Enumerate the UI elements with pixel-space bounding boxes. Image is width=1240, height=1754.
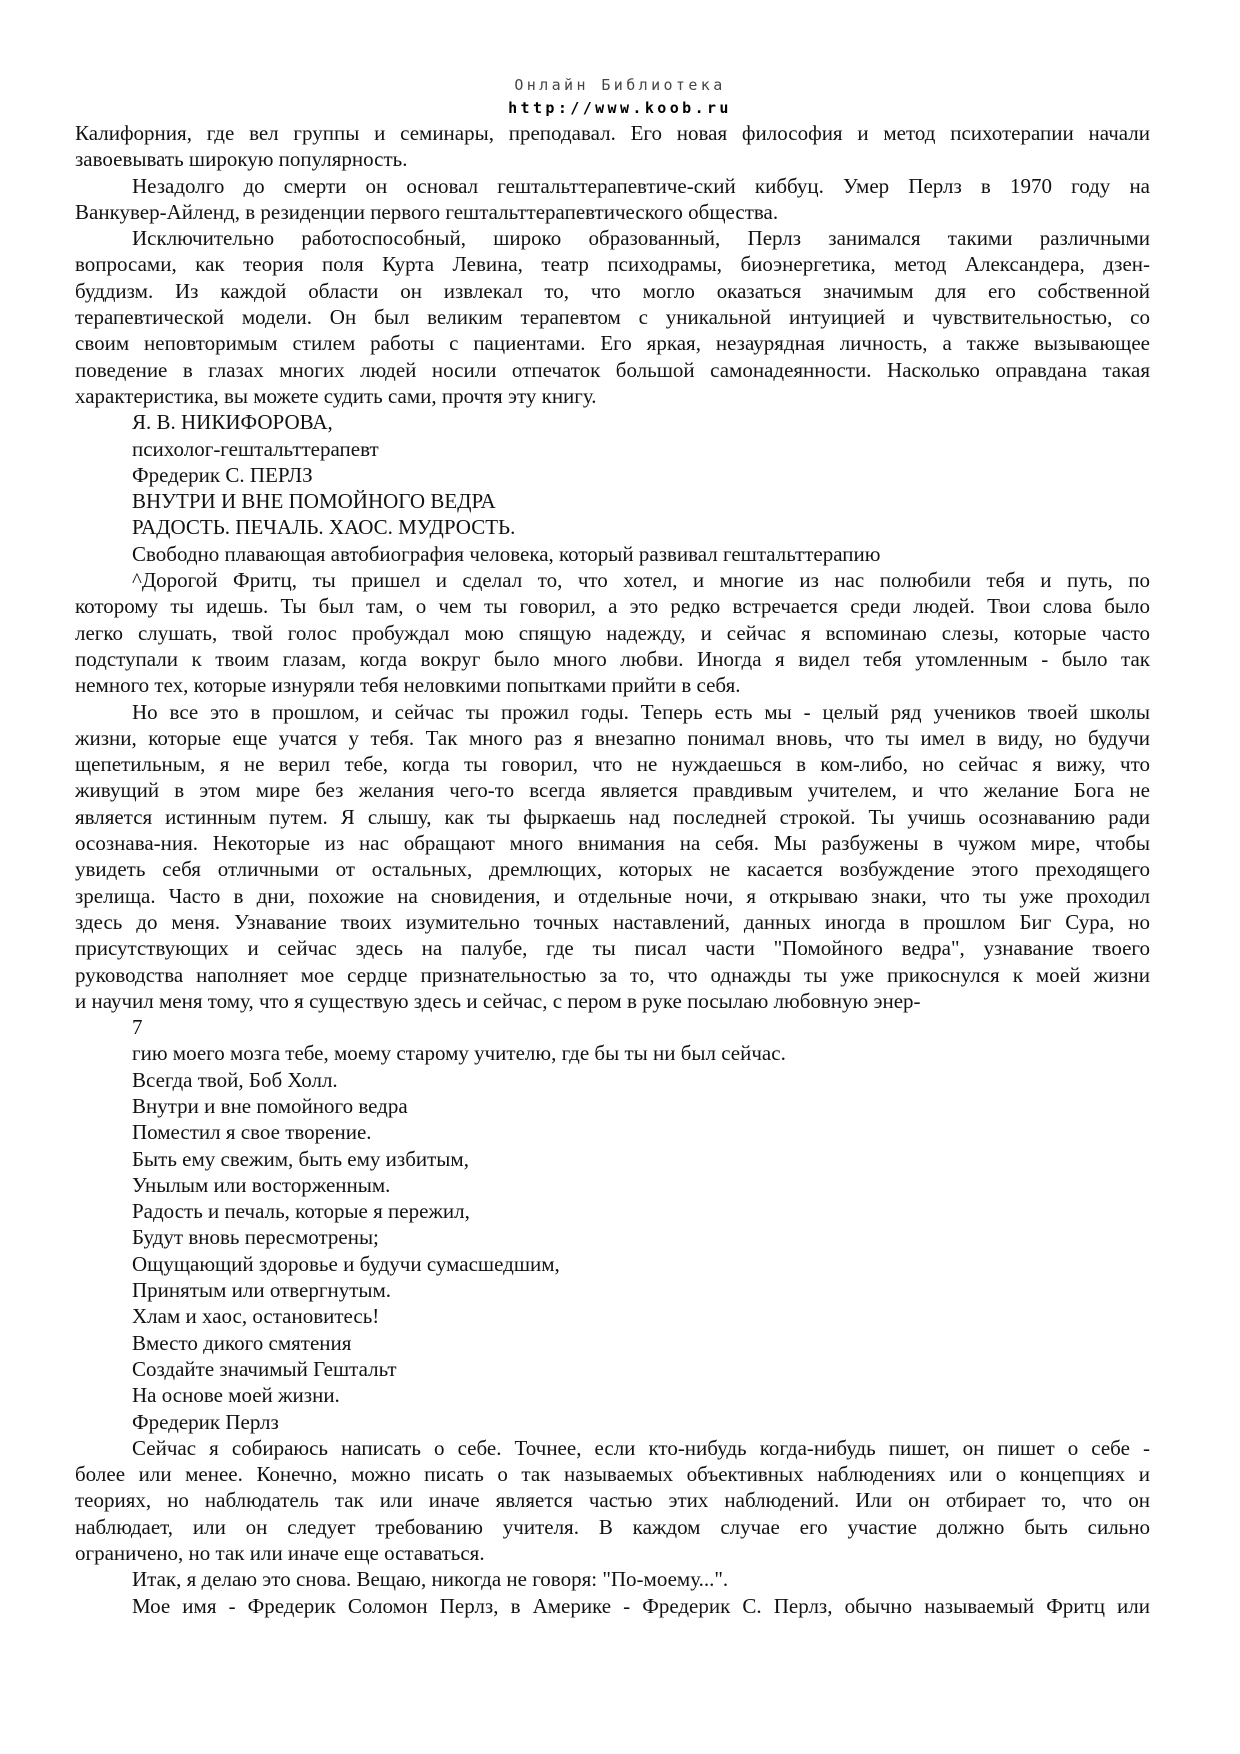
text-line: которому ты идешь. Ты был там, о чем ты говорил, а это редко встречается среди людей. Твои слова было — [75, 594, 1150, 619]
text-line: ^Дорогой Фритц, ты пришел и сделал то, что хотел, и многие из нас полюбили тебя и путь, по — [132, 568, 1150, 593]
text-line: буддизм. Из каждой области он извлекал то, что могло оказаться значимым для его собственной — [75, 278, 1150, 303]
text-line: зрелища. Часто в дни, похожие на сновидения, и отдельные ночи, я открываю знаки, что ты уже проходил — [75, 883, 1150, 908]
text-line: РАДОСТЬ. ПЕЧАЛЬ. ХАОС. МУДРОСТЬ. — [132, 515, 516, 540]
text-line: характеристика, вы можете судить сами, прочтя эту книгу. — [75, 383, 597, 408]
text-line: Принятым или отвергнутым. — [132, 1278, 392, 1303]
page-number: 7 — [132, 1015, 143, 1040]
text-line: своим неповторимым стилем работы с пациентами. Его яркая, незаурядная личность, а также вызывающее — [75, 331, 1150, 356]
text-line: Фредерик Перлз — [132, 1409, 279, 1434]
text-line: Быть ему свежим, быть ему избитым, — [132, 1146, 469, 1171]
text-line: Ванкувер-Айленд, в резиденции первого гештальттерапевтического общества. — [75, 199, 779, 224]
text-line: осознава-ния. Некоторые из нас обращают много внимания на себя. Мы разбужены в чужом мире, чтобы — [75, 831, 1150, 856]
text-line: Радость и печаль, которые я пережил, — [132, 1199, 470, 1224]
text-line: Незадолго до смерти он основал гештальттерапевтиче-ский киббуц. Умер Перлз в 1970 году на — [132, 173, 1150, 198]
library-url: http://www.koob.ru — [508, 99, 732, 117]
text-line: завоевывать широкую популярность. — [75, 147, 408, 172]
text-line: психолог-гештальттерапевт — [132, 436, 379, 461]
text-line: Вместо дикого смятения — [132, 1330, 352, 1355]
text-line: легко слушать, твой голос пробуждал мою спящую надежду, и сейчас я вспоминаю слезы, которые часто — [75, 620, 1150, 645]
text-line: присутствующих и сейчас здесь на палубе, где ты писал части "Помойного ведра", узнавание твоего — [75, 936, 1150, 961]
text-line: Но все это в прошлом, и сейчас ты прожил годы. Теперь есть мы - целый ряд учеников твоей школы — [132, 699, 1150, 724]
text-line: Мое имя - Фредерик Соломон Перлз, в Америке - Фредерик С. Перлз, обычно называемый Фритц или — [132, 1593, 1150, 1618]
document-body — [75, 120, 1150, 1619]
text-line: наблюдает, или он следует требованию учителя. В каждом случае его участие должно быть сильно — [75, 1514, 1150, 1539]
text-line: щепетильным, я не верил тебе, когда ты говорил, что не нуждаешься в ком-либо, но сейчас я вижу, что — [75, 752, 1150, 777]
text-line: более или менее. Конечно, можно писать о так называемых объективных наблюдениях или о концепциях и — [75, 1462, 1150, 1487]
text-line: Я. В. НИКИФОРОВА, — [132, 410, 333, 435]
text-line: вопросами, как теория поля Курта Левина, театр психодрамы, биоэнергетика, метод Александера, дзен- — [75, 252, 1150, 277]
text-line: Внутри и вне помойного ведра — [132, 1093, 408, 1118]
text-line: подступали к твоим глазам, когда вокруг было много любви. Иногда я видел тебя утомленным - было так — [75, 646, 1150, 671]
text-line: Калифорния, где вел группы и семинары, преподавал. Его новая философия и метод психотерапии начали — [75, 121, 1150, 145]
text-line: Исключительно работоспособный, широко образованный, Перлз занимался такими различными — [132, 226, 1150, 251]
text-line: Будут вновь пересмотрены; — [132, 1225, 379, 1250]
text-line: Ощущающий здоровье и будучи сумасшедшим, — [132, 1251, 560, 1276]
text-line: гию моего мозга тебе, моему старому учителю, где бы ты ни был сейчас. — [132, 1041, 786, 1066]
text-line: ВНУТРИ И ВНЕ ПОМОЙНОГО ВЕДРА — [132, 489, 496, 514]
text-line: поведение в глазах многих людей носили отпечаток большой самонадеянности. Насколько оправдана такая — [75, 357, 1150, 382]
text-line: живущий в этом мире без желания чего-то всегда является правдивым учителем, и что желание Бога не — [75, 778, 1150, 803]
text-line: Всегда твой, Боб Холл. — [132, 1067, 338, 1092]
text-line: Свободно плавающая автобиография человека, который развивал гештальттерапию — [132, 541, 881, 566]
text-line: Создайте значимый Гештальт — [132, 1356, 397, 1381]
text-line: Фредерик С. ПЕРЛЗ — [132, 462, 313, 487]
text-line: и научил меня тому, что я существую здесь и сейчас, с пером в руке посылаю любовную энер- — [75, 988, 921, 1013]
text-line: немного тех, которые изнуряли тебя неловкими попытками прийти в себя. — [75, 673, 741, 698]
text-line: теориях, но наблюдатель так или иначе является частью этих наблюдений. Или он отбирает то, что он — [75, 1488, 1150, 1513]
text-line: здесь до меня. Узнавание твоих изумительно точных наставлений, данных иногда в прошлом Биг Сура, но — [75, 909, 1150, 934]
text-line: Хлам и хаос, остановитесь! — [132, 1304, 380, 1329]
text-line: На основе моей жизни. — [132, 1383, 340, 1408]
text-line: Итак, я делаю это снова. Вещаю, никогда не говоря: "По-моему...". — [132, 1567, 729, 1592]
text-line: Сейчас я собираюсь написать о себе. Точнее, если кто-нибудь когда-нибудь пишет, он пишет о себе - — [132, 1435, 1150, 1460]
text-line: жизни, которые еще учатся у тебя. Так много раз я внезапно понимал вновь, что ты имел в виду, но будучи — [75, 725, 1150, 750]
text-line: Унылым или восторженным. — [132, 1172, 391, 1197]
text-line: является истинным путем. Я слышу, как ты фыркаешь над последней строкой. Ты учишь осознаванию ради — [75, 804, 1150, 829]
text-line: терапевтической модели. Он был великим терапевтом с уникальной интуицией и чувствительностью, со — [75, 305, 1150, 330]
text-line: руководства наполняет мое сердце признательностью за то, что однажды ты уже прикоснулся к моей жизни — [75, 962, 1150, 987]
text-line: Поместил я свое творение. — [132, 1120, 372, 1145]
text-line: увидеть себя отличными от остальных, дремлющих, которых не касается возбуждение этого преходящего — [75, 857, 1150, 882]
text-line: ограничено, но так или иначе еще оставаться. — [75, 1541, 485, 1566]
library-header: Онлайн Библиотека — [514, 76, 726, 94]
